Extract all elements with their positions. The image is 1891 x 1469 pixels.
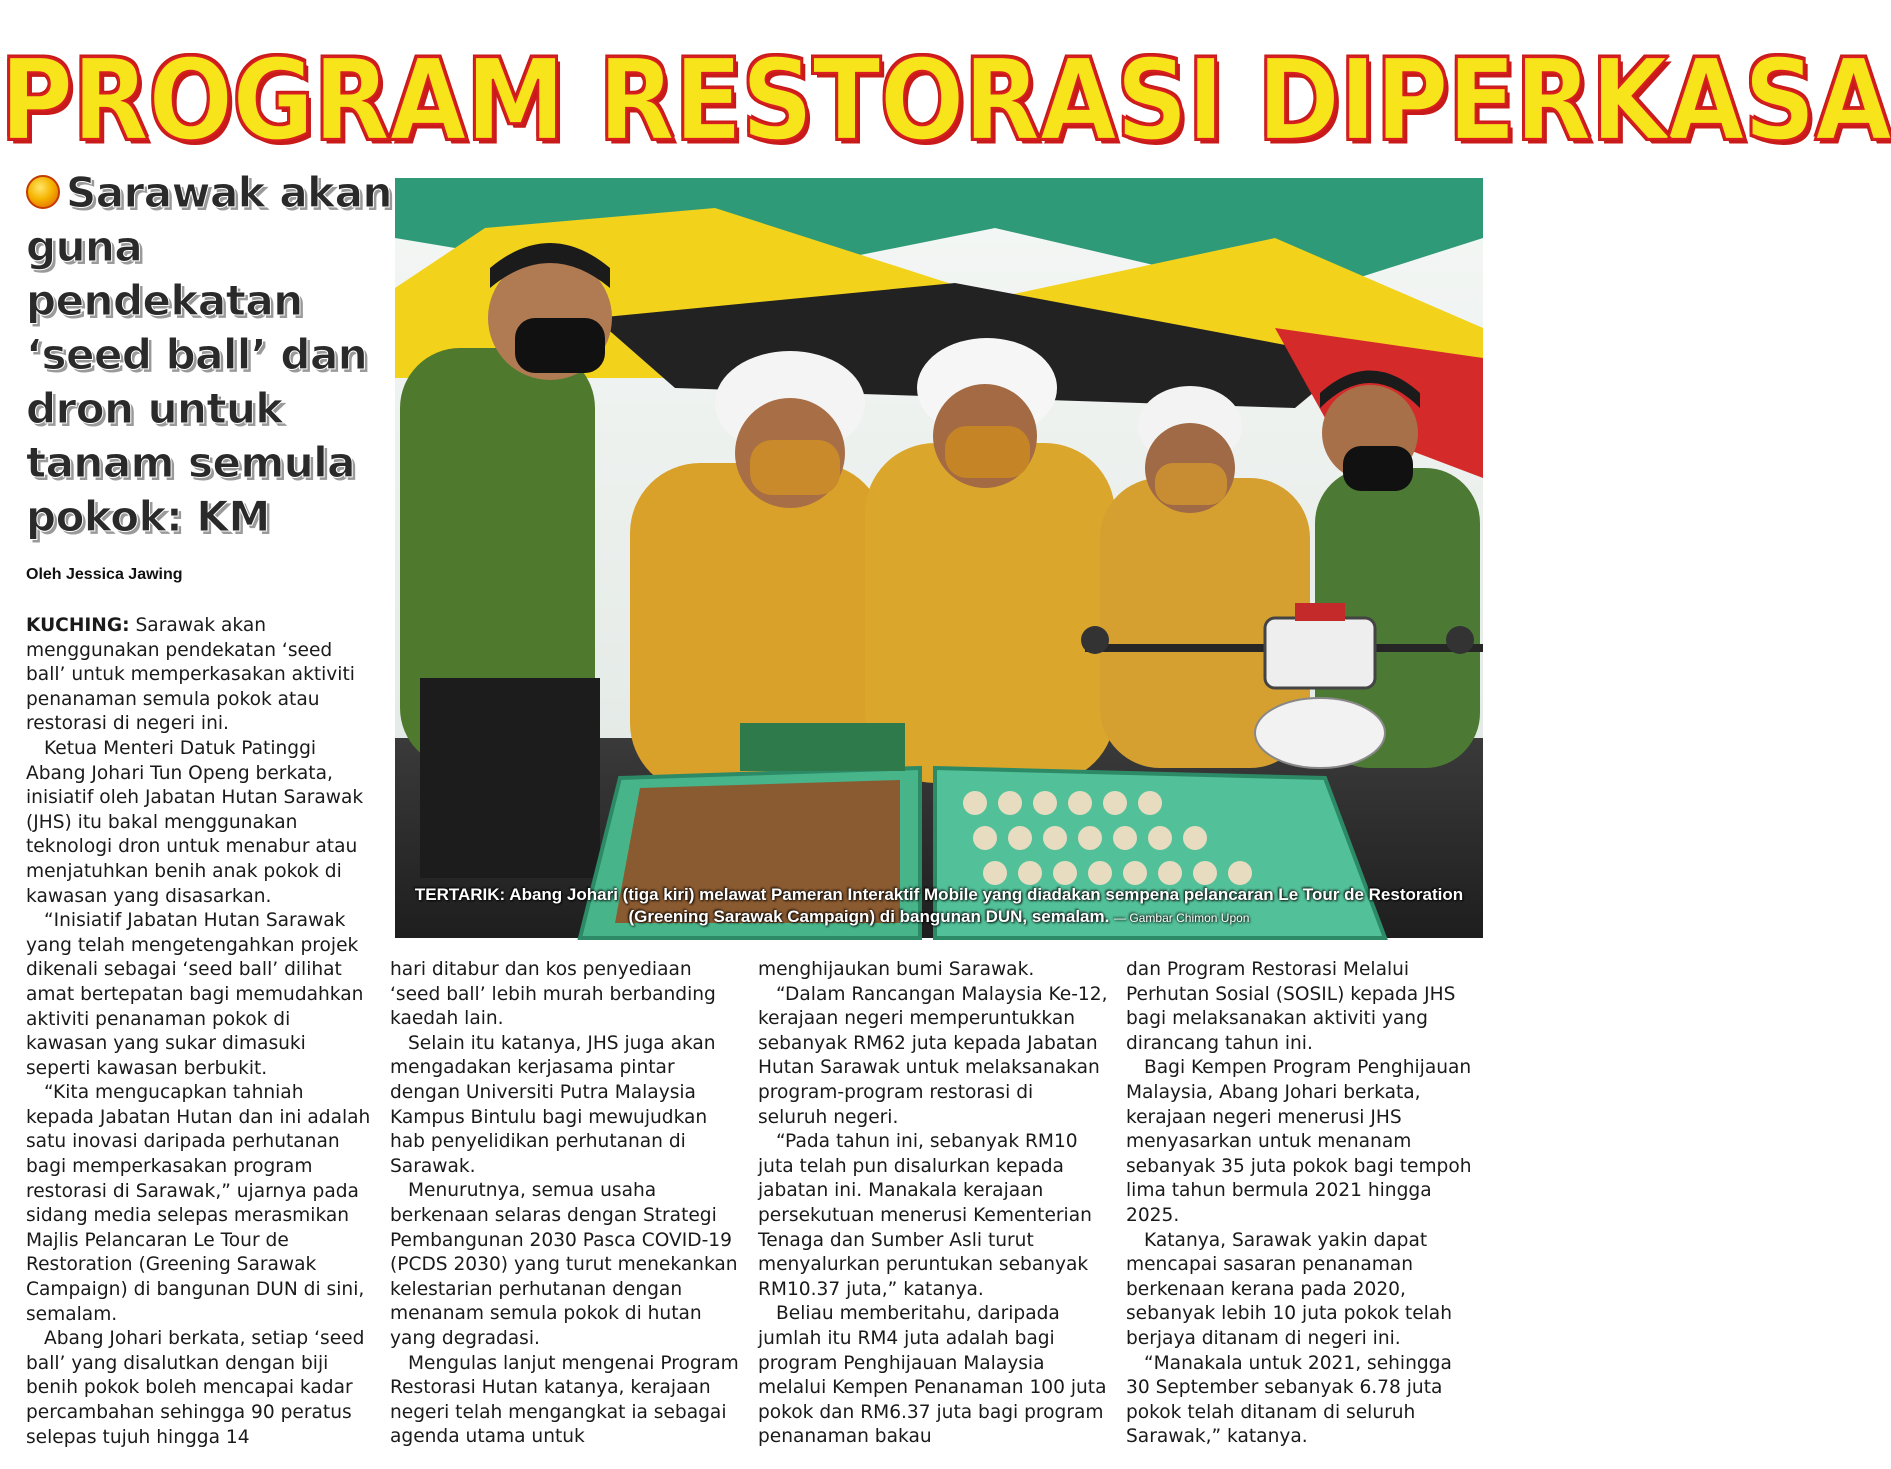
paragraph: Ketua Menteri Datuk Patinggi Abang Johari Tun Openg berkata, inisiatif oleh Jabatan Hutan Sarawak (JHS) itu bakal menggunakan teknologi dron untuk menabur atau menjatuhkan benih anak pokok di kawasan yang disasarkan. <box>26 737 364 907</box>
paragraph: “Dalam Rancangan Malaysia Ke-12, kerajaan negeri memperuntukkan sebanyak RM62 juta kepada Jabatan Hutan Sarawak untuk melaksanakan program-program restorasi di seluruh negeri. <box>758 983 1108 1128</box>
paragraph: menghijaukan bumi Sarawak. <box>758 959 1035 980</box>
paragraph: dan Program Restorasi Melalui Perhutan Sosial (SOSIL) kepada JHS bagi melaksanakan aktiviti yang dirancang tahun ini. <box>1126 959 1456 1054</box>
paragraph: “Kita mengucapkan tahniah kepada Jabatan Hutan dan ini adalah satu inovasi daripada perhutanan bagi memperkasakan program restorasi di Sarawak,” ujarnya pada sidang media selepas merasmikan Majlis Pelancaran Le Tour de Restoration (Greening Sarawak Campaign) di bangunan DUN di sini, semalam. <box>26 1082 371 1325</box>
deck-text: Sarawak akan guna pendekatan ‘seed ball’ dan dron untuk tanam semula pokok: KM <box>26 168 392 541</box>
caption-credit: — Gambar Chimon Upon <box>1114 911 1250 925</box>
photo-caption <box>395 884 1483 929</box>
caption-lead: TERTARIK: <box>414 885 506 904</box>
byline: Oleh Jessica Jawing <box>26 566 183 583</box>
paragraph: Beliau memberitahu, daripada jumlah itu RM4 juta adalah bagi program Penghijauan Malaysia melalui Kempen Penanaman 100 juta pokok dan RM6.37 juta bagi program penanaman bakau <box>758 1303 1107 1448</box>
caption-text: Abang Johari (tiga kiri) melawat Pameran Interaktif Mobile yang diadakan sempena pelancaran Le Tour de Restoration (Greening Sarawak Campaign) di bangunan DUN, semalam. <box>509 885 1464 926</box>
article-column-4 <box>1126 958 1476 1450</box>
paragraph: Menurutnya, semua usaha berkenaan selaras dengan Strategi Pembangunan 2030 Pasca COVID-19 (PCDS 2030) yang turut menekankan kelestarian perhutanan dengan menanam semula pokok di hutan yang degradasi. <box>390 1180 738 1349</box>
paragraph: Mengulas lanjut mengenai Program Restorasi Hutan katanya, kerajaan negeri telah mengangkat ia sebagai agenda utama untuk <box>390 1352 739 1448</box>
event-photo <box>395 178 1483 938</box>
paragraph: Katanya, Sarawak yakin dapat mencapai sasaran penanaman berkenaan kerana pada 2020, sebanyak lebih 10 juta pokok telah berjaya ditanam di negeri ini. <box>1126 1229 1452 1349</box>
paragraph <box>26 614 371 737</box>
paragraph: Abang Johari berkata, setiap ‘seed ball’ yang disalutkan dengan biji benih pokok boleh mencapai kadar percambahan sehingga 90 peratus selepas tujuh hingga 14 <box>26 1328 365 1448</box>
article-column-1 <box>26 614 371 1450</box>
bullet-dot-icon <box>26 175 60 209</box>
headline: PROGRAM RESTORASI DIPERKASA <box>0 34 1891 166</box>
paragraph: “Pada tahun ini, sebanyak RM10 juta telah pun disalurkan kepada jabatan ini. Manakala kerajaan persekutuan menerusi Kementerian Tenaga dan Sumber Asli turut menyalurkan peruntukan sebanyak RM10.37 juta,” katanya. <box>758 1131 1092 1300</box>
deck-subheadline <box>26 166 396 544</box>
paragraph: Selain itu katanya, JHS juga akan mengadakan kerjasama pintar dengan Universiti Putra Malaysia Kampus Bintulu bagi mewujudkan hab penyelidikan perhutanan di Sarawak. <box>390 1032 716 1177</box>
paragraph: Bagi Kempen Program Penghijauan Malaysia, Abang Johari berkata, kerajaan negeri menerusi JHS menyasarkan untuk menanam sebanyak 35 juta pokok bagi tempoh lima tahun bermula 2021 hingga 2025. <box>1126 1057 1472 1226</box>
article-column-3 <box>758 958 1108 1450</box>
paragraph: “Manakala untuk 2021, sehingga 30 September sebanyak 6.78 juta pokok telah ditanam di seluruh Sarawak,” katanya. <box>1126 1352 1452 1448</box>
dateline: KUCHING: <box>26 615 130 636</box>
article-column-2 <box>390 958 740 1450</box>
paragraph: hari ditabur dan kos penyediaan ‘seed ball’ lebih murah berbanding kaedah lain. <box>390 959 716 1030</box>
paragraph-text: Sarawak akan menggunakan pendekatan ‘seed ball’ untuk memperkasakan aktiviti penanaman semula pokok atau restorasi di negeri ini. <box>26 615 355 735</box>
paragraph: “Inisiatif Jabatan Hutan Sarawak yang telah mengetengahkan projek dikenali sebagai ‘seed ball’ dilihat amat bertepatan bagi memudahkan aktiviti penanaman pokok di kawasan yang sukar dimasuki seperti kawasan berbukit. <box>26 910 364 1079</box>
